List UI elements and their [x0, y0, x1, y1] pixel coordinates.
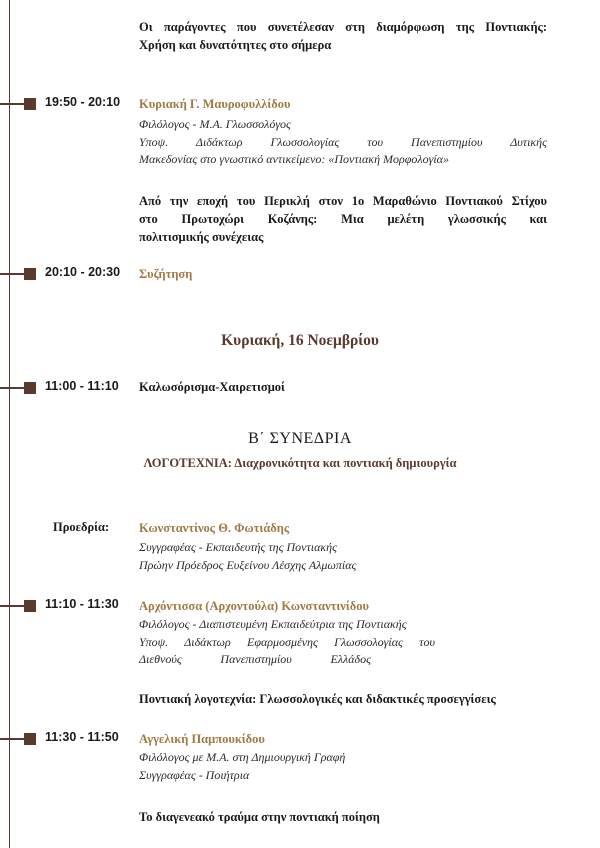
affiliation-line: Φιλόλογος - Διαπιστευμένη Εκπαιδεύτρια της Ποντιακής [139, 617, 407, 631]
time-slot: 11:30 - 11:50 [45, 730, 119, 744]
affiliation-line: Υποψ. Διδάκτωρ Εφαρμοσμένης Γλωσσολογίας του [139, 634, 435, 649]
speaker-affiliation [139, 616, 469, 669]
marker-square [24, 98, 36, 110]
affiliation-line: Φιλόλογος - Μ.Α. Γλωσσολόγος [139, 117, 291, 131]
chair-affiliation [139, 539, 547, 574]
marker-bar [0, 273, 26, 275]
time-slot: 19:50 - 20:10 [45, 95, 121, 109]
discussion-label: Συζήτηση [139, 267, 193, 281]
speaker-affiliation [139, 749, 547, 784]
talk-line: πολιτισμικής συνέχειας [139, 230, 264, 244]
marker-square [24, 733, 36, 745]
talk-title: Το διαγενεακό τραύμα στην ποντιακή ποίηση [139, 810, 380, 824]
affiliation-line: Συγγραφέας - Ποιήτρια [139, 767, 250, 782]
session-title: Β΄ ΣΥΝΕΔΡΙΑ [248, 430, 352, 447]
talk-title [139, 192, 547, 246]
talk-line: Χρήση και δυνατότητες στο σήμερα [139, 38, 332, 52]
talk-title: Ποντιακή λογοτεχνία: Γλωσσολογικές και διδακτικές προσεγγίσεις [139, 692, 496, 706]
welcome-label: Καλωσόρισμα-Χαιρετισμοί [139, 380, 285, 394]
marker-square [24, 600, 36, 612]
chair-label: Προεδρία: [53, 520, 110, 534]
session-theme: ΛΟΓΟΤΕΧΝΙΑ: Διαχρονικότητα και ποντιακή δημιουργία [143, 456, 457, 470]
day-title: Κυριακή, 16 Νοεμβρίου [221, 332, 379, 349]
time-slot: 20:10 - 20:30 [45, 265, 121, 279]
marker-bar [0, 103, 26, 105]
time-slot: 11:00 - 11:10 [45, 379, 119, 393]
speaker-affiliation [139, 116, 547, 169]
affiliation-line: Υποψ. Διδάκτωρ Γλωσσολογίας του Πανεπιστημίου Δυτικής [139, 134, 547, 149]
talk-line: Από την εποχή του Περικλή στον 1ο Μαραθώνιο Ποντιακού Στίχου [139, 194, 547, 208]
marker-square [24, 382, 36, 394]
affiliation-line: Πρώην Πρόεδρος Ευξείνου Λέσχης Αλμωπίας [139, 557, 357, 572]
speaker-name: Αγγελική Παμπουκίδου [139, 732, 265, 746]
affiliation-line: Μακεδονίας στο γνωστικό αντικείμενο: «Ποντιακή Μορφολογία» [139, 152, 449, 166]
marker-square [24, 268, 36, 280]
affiliation-line: Διεθνούς Πανεπιστημίου Ελλάδος [139, 652, 371, 666]
chair-name: Κωνσταντίνος Θ. Φωτιάδης [139, 521, 290, 535]
talk-line: στο Πρωτοχώρι Κοζάνης: Μια μελέτη γλωσσικής και [139, 212, 547, 226]
affiliation-line: Συγγραφέας - Εκπαιδευτής της Ποντιακής [139, 540, 337, 554]
speaker-name: Αρχόντισσα (Αρχοντούλα) Κωνσταντινίδου [139, 599, 369, 613]
timeline-line [9, 0, 10, 848]
talk-line: Οι παράγοντες που συνετέλεσαν στη διαμόρφωση της Ποντιακής: [139, 20, 547, 34]
marker-bar [0, 738, 26, 740]
marker-bar [0, 387, 26, 389]
marker-bar [0, 605, 26, 607]
affiliation-line: Φιλόλογος με Μ.Α. στη Δημιουργική Γραφή [139, 750, 346, 764]
talk-title-continued [139, 18, 547, 54]
time-slot: 11:10 - 11:30 [45, 597, 119, 611]
speaker-name: Κυριακή Γ. Μαυροφυλλίδου [139, 97, 291, 111]
